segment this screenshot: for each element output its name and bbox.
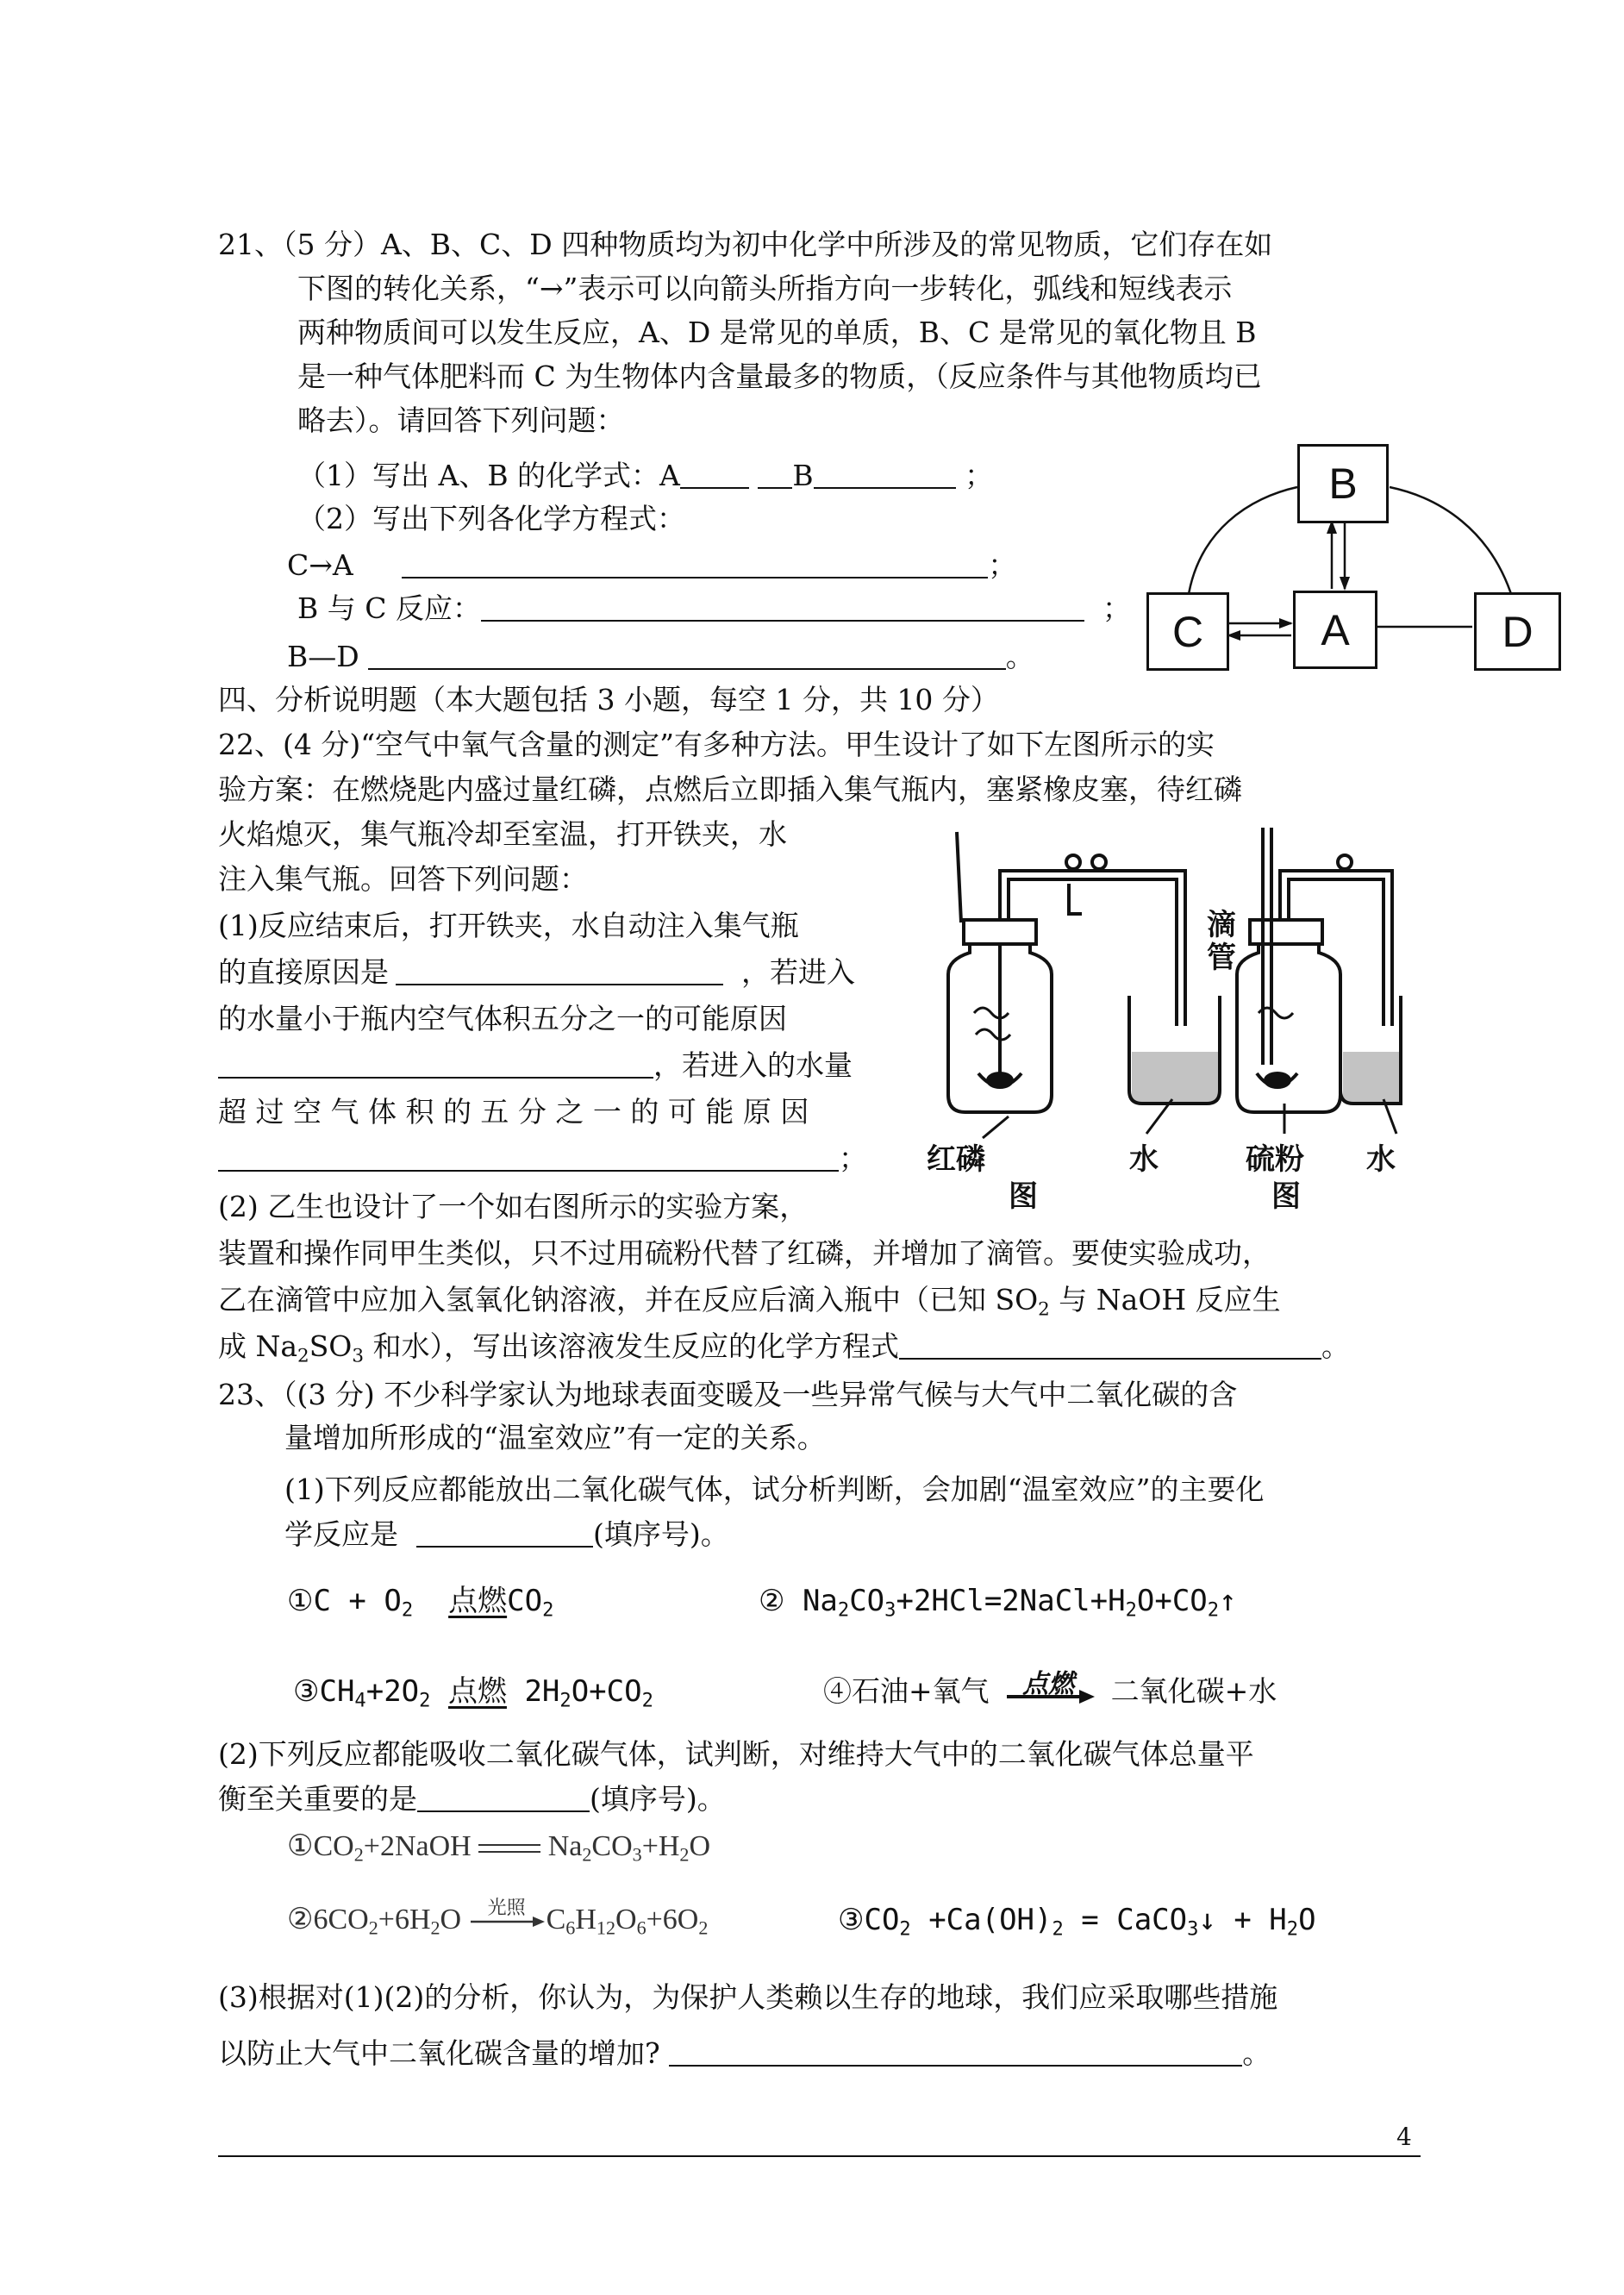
q22-line13-b: 与 NaOH 反应生 <box>1059 1283 1281 1316</box>
left-beaker-water <box>1132 1052 1218 1102</box>
q23-line4-b: (填序号)。 <box>592 1517 729 1551</box>
apparatus-drawing <box>914 823 1405 1211</box>
q22-line9: 超 过 空 气 体 积 的 五 分 之 一 的 可 能 原 因 <box>218 1095 809 1129</box>
s3-d: ↓ + H <box>1198 1903 1287 1937</box>
q22-line7: 的水量小于瓶内空气体积五分之一的可能原因 <box>218 1002 787 1035</box>
sub-12: 12 <box>596 1917 615 1939</box>
caption-left: 图 <box>1009 1180 1038 1213</box>
q23-line6-a: 衡至关重要的是 <box>218 1782 417 1816</box>
s2-f: O <box>615 1904 637 1935</box>
sub-6: 6 <box>565 1917 576 1939</box>
r2-b: CO <box>849 1584 885 1618</box>
arc-b-c <box>1188 487 1297 599</box>
s1-a: ①CO <box>287 1830 354 1862</box>
answer-blank-b[interactable] <box>814 461 956 489</box>
s3-b: +Ca(OH) <box>910 1903 1052 1937</box>
q22-line5: (1)反应结束后，打开铁夹，水自动注入集气瓶 <box>218 909 799 942</box>
caption-right: 图 <box>1271 1180 1301 1213</box>
q22-line10-b: ； <box>839 1141 867 1175</box>
sub-2: 2 <box>837 1598 850 1622</box>
sub-2: 2 <box>353 1843 364 1866</box>
sub-2: 2 <box>698 1917 709 1939</box>
q23-line8 <box>218 2035 1271 2073</box>
b-d-end: 。 <box>1005 640 1034 673</box>
q22-line8 <box>218 1047 853 1085</box>
q22-line14-a: 成 Na <box>218 1329 298 1363</box>
sub-2: 2 <box>559 1689 572 1712</box>
s1-d: CO <box>591 1830 633 1862</box>
q21-line2: 下图的转化关系，“→”表示可以向箭头所指方向一步转化，弧线和短线表示 <box>297 272 1233 305</box>
q21-sub2: （2）写出下列各化学方程式： <box>297 502 685 535</box>
q23-line3: (1)下列反应都能放出二氧化碳气体，试分析判断，会加剧“温室效应”的主要化 <box>284 1473 1265 1506</box>
section4-heading: 四、分析说明题（本大题包括 3 小题，每空 1 分，共 10 分） <box>218 683 999 716</box>
q21-diagram <box>1146 435 1560 672</box>
s1-c: Na <box>547 1830 583 1862</box>
label-water-left: 水 <box>1129 1143 1159 1176</box>
q21-line5: 略去）。请回答下列问题： <box>297 403 625 437</box>
q22-line14-d: 。 <box>1321 1329 1350 1363</box>
q23-line1: 23、（(3 分) 不少科学家认为地球表面变暖及一些异常气候与大气中二氧化碳的含 <box>218 1378 1238 1411</box>
s2-c: O <box>440 1904 462 1935</box>
s2-b: +6H <box>378 1904 431 1935</box>
q23-line6 <box>218 1780 726 1818</box>
sub-4: 4 <box>354 1689 366 1712</box>
label-water-right: 水 <box>1366 1143 1396 1176</box>
sub-2: 2 <box>1052 1917 1064 1941</box>
answer-blank-reason[interactable] <box>396 958 723 985</box>
r3-c: 2H <box>524 1674 560 1709</box>
s1-e: +H <box>641 1830 680 1862</box>
sub-3: 3 <box>884 1598 896 1622</box>
sub-2: 2 <box>1286 1917 1299 1941</box>
arrow-right-head <box>1279 618 1293 628</box>
answer-blank-b-d[interactable] <box>368 642 1006 670</box>
q22-line14 <box>218 1328 1350 1366</box>
answer-blank-a2[interactable] <box>758 461 792 489</box>
q22-line4: 注入集气瓶。回答下列问题： <box>218 862 588 896</box>
reaction-4 <box>823 1669 1277 1710</box>
ignite-label: 点燃 <box>1022 1669 1075 1699</box>
q22-line2: 验方案：在燃烧匙内盛过量红磷，点燃后立即插入集气瓶内，塞紧橡皮塞，待红磷 <box>218 772 1242 806</box>
sub-2: 2 <box>582 1843 592 1866</box>
page-number: 4 <box>1396 2123 1412 2151</box>
node-a: A <box>1293 591 1377 669</box>
q22-line10 <box>218 1140 867 1178</box>
r3-d: O+CO <box>571 1674 642 1709</box>
reaction-2 <box>759 1582 1237 1620</box>
answer-blank-c-to-a[interactable] <box>402 551 988 578</box>
answer-blank-measures[interactable] <box>669 2039 1242 2067</box>
r3-a: ③CH <box>293 1674 355 1709</box>
red-phosphorus <box>986 1072 1014 1089</box>
r3-b: +2O <box>365 1674 420 1709</box>
b-and-c-end: ； <box>1102 591 1131 625</box>
right-beaker-water <box>1343 1052 1399 1102</box>
q22-line14-b: SO <box>309 1329 353 1363</box>
q21-c-to-a <box>287 547 1016 585</box>
sub-2: 2 <box>401 1598 414 1622</box>
sub-2: 2 <box>1207 1598 1220 1622</box>
q23-line8-b: 。 <box>1242 2036 1271 2070</box>
light-arrow <box>469 1897 547 1935</box>
q23-line8-a: 以防止大气中二氧化碳含量的增加? <box>218 2036 660 2070</box>
q23-line6-b: (填序号)。 <box>590 1782 726 1816</box>
answer-blank-more[interactable] <box>218 1144 839 1172</box>
b-and-c-label: B 与 C 反应： <box>297 591 481 625</box>
right-arrow-icon <box>998 1673 1102 1710</box>
b-d-label: B—D <box>287 640 359 673</box>
answer-blank-absorb[interactable] <box>417 1785 590 1812</box>
footer-rule <box>218 2155 1421 2157</box>
absorb-reaction-3 <box>838 1901 1316 1939</box>
s2-d: C <box>546 1904 566 1935</box>
arrow-down-head <box>1340 577 1350 591</box>
node-c: C <box>1146 592 1229 671</box>
c-to-a-label: C→A <box>287 548 353 582</box>
r4-b: 二氧化碳+水 <box>1110 1674 1277 1708</box>
sub-2: 2 <box>1125 1598 1137 1622</box>
q22-line12: 装置和操作同甲生类似，只不过用硫粉代替了红磷，并增加了滴管。要使实验成功， <box>218 1236 1271 1270</box>
s3-a: ③CO <box>838 1903 900 1937</box>
sub-3: 3 <box>352 1345 364 1367</box>
q23-line4 <box>284 1516 729 1554</box>
s2-g: +6O <box>646 1904 699 1935</box>
q22-line3: 火焰熄灭，集气瓶冷却至室温，打开铁夹，水 <box>218 817 787 851</box>
s1-f: O <box>689 1830 711 1862</box>
answer-blank-a[interactable] <box>680 461 749 489</box>
q21-line4: 是一种气体肥料而 C 为生物体内含量最多的物质，（反应条件与其他物质均已 <box>297 360 1262 393</box>
sub-2: 2 <box>679 1843 690 1866</box>
q23-line4-a: 学反应是 <box>284 1517 398 1551</box>
r2-c: +2HCl=2NaCl+H <box>896 1584 1126 1618</box>
answer-blank-b-and-c[interactable] <box>481 594 1084 622</box>
s3-e: O <box>1298 1903 1316 1937</box>
label-red-phosphorus: 红磷 <box>927 1143 985 1176</box>
q23-line2: 量增加所形成的“温室效应”有一定的关系。 <box>284 1421 826 1454</box>
r2-a: ② Na <box>759 1584 838 1618</box>
up-arrow-icon: ↑ <box>1219 1584 1237 1618</box>
q21-sub1-end: ； <box>965 459 994 492</box>
q21-line1: 21、（5 分）A、B、C、D 四种物质均为初中化学中所涉及的常见物质，它们存在如 <box>218 228 1273 261</box>
q22-line8-b: ，若进入的水量 <box>653 1048 853 1082</box>
reaction-3 <box>293 1673 653 1710</box>
sub-3: 3 <box>632 1843 642 1866</box>
q21-sub1-b: B <box>792 459 814 492</box>
q22-line6 <box>218 954 855 991</box>
sub-2: 2 <box>641 1689 653 1712</box>
ignite-condition: 点燃 <box>448 1584 508 1618</box>
s2-e: H <box>575 1904 597 1935</box>
sub-6: 6 <box>636 1917 646 1939</box>
light-condition: 光照 <box>487 1897 526 1918</box>
sub-2: 2 <box>430 1917 440 1939</box>
sub-2: 2 <box>899 1917 911 1941</box>
answer-blank-greenhouse[interactable] <box>416 1520 593 1548</box>
absorb-reaction-1 <box>287 1828 710 1866</box>
sub-2: 2 <box>297 1345 309 1367</box>
ignite-condition: 点燃 <box>447 1674 507 1709</box>
right-arrow-icon <box>469 1901 547 1935</box>
q21-b-and-c <box>297 590 1131 628</box>
node-b: B <box>1297 444 1389 523</box>
c-to-a-end: ； <box>988 548 1017 582</box>
q22-line14-c: 和水），写出该溶液发生反应的化学方程式 <box>372 1329 899 1363</box>
r2-d: O+CO <box>1136 1584 1208 1618</box>
sub-2: 2 <box>419 1689 431 1712</box>
answer-blank-naoh[interactable] <box>899 1332 1321 1360</box>
q22-line6-b: ，若进入 <box>740 955 855 989</box>
q21-sub1-prefix: （1）写出 A、B 的化学式：A <box>297 459 680 492</box>
q21-b-d <box>287 638 1034 676</box>
q23-line7: (3)根据对(1)(2)的分析，你认为，为保护人类赖以生存的地球，我们应采取哪些措施 <box>218 1980 1278 2014</box>
label-dropper-2: 管 <box>1207 941 1236 974</box>
sub-2: 2 <box>368 1917 378 1939</box>
r1-left: ①C + O <box>287 1584 402 1618</box>
q22-line13-a: 乙在滴管中应加入氢氧化钠溶液，并在反应后滴入瓶中（已知 SO <box>218 1283 1039 1316</box>
sub-2: 2 <box>1038 1298 1050 1321</box>
q21-line3: 两种物质间可以发生反应，A、D 是常见的单质，B、C 是常见的氧化物且 B <box>297 316 1257 349</box>
s2-a: ②6CO <box>287 1904 369 1935</box>
label-sulfur: 硫粉 <box>1246 1143 1304 1176</box>
ignite-arrow <box>998 1669 1102 1710</box>
q22-line11: (2) 乙生也设计了一个如右图所示的实验方案， <box>218 1190 809 1223</box>
label-dropper-1: 滴 <box>1207 909 1236 941</box>
r1-right: CO <box>507 1584 543 1618</box>
sub-3: 3 <box>1187 1917 1199 1941</box>
r4-a: ④石油+氧气 <box>823 1674 990 1708</box>
q22-apparatus-figure <box>914 823 1405 1211</box>
sulfur-powder <box>1264 1072 1291 1089</box>
s1-b: +2NaOH <box>363 1830 472 1862</box>
q23-line5: (2)下列反应都能吸收二氧化碳气体，试判断，对维持大气中的二氧化碳气体总量平 <box>218 1737 1254 1771</box>
arc-b-d <box>1390 487 1513 599</box>
q22-line6-a: 的直接原因是 <box>218 955 389 989</box>
s3-c: = CaCO <box>1063 1903 1188 1937</box>
equals-sign <box>478 1844 540 1853</box>
node-d: D <box>1474 592 1561 671</box>
q21-sub1 <box>297 457 993 495</box>
q22-line13 <box>218 1281 1281 1319</box>
answer-blank-less[interactable] <box>218 1051 653 1079</box>
absorb-reaction-2 <box>287 1897 709 1939</box>
q22-line1: 22、(4 分)“空气中氧气含量的测定”有多种方法。甲生设计了如下左图所示的实 <box>218 728 1215 761</box>
sub-2: 2 <box>542 1598 554 1622</box>
reaction-1 <box>287 1582 553 1620</box>
